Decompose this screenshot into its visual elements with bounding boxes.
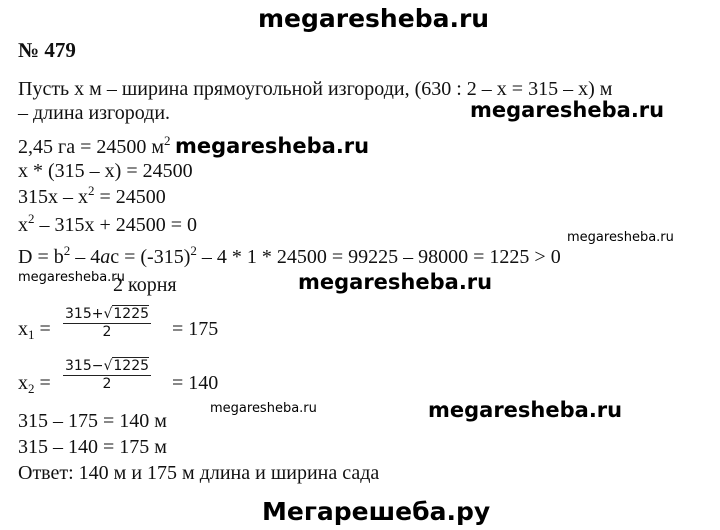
root-x1-result: = 175 [172, 318, 219, 340]
watermark-right-1: megaresheba.ru [470, 98, 665, 122]
root-x1-label: $х_1$ = [18, 318, 51, 342]
solution-line-6: $х^2 - 315х + 24500 = 0$ [18, 211, 198, 236]
solution-line-2: – длина изгороди. [18, 102, 171, 124]
root-x1-fraction [63, 306, 151, 341]
root-x2-numerator: 315−√1225 [65, 358, 150, 374]
watermark-right-2: megaresheba.ru [428, 398, 623, 422]
roots-count: 2 корня [113, 274, 177, 296]
solution-line-3: 2,45 га = 24500 $м^2$ [18, 133, 171, 158]
solution-line-5: $315х - х^2 = 24500$ [18, 183, 166, 208]
root-x1-denominator: 2 [102, 324, 112, 340]
answer-line: Ответ: 140 м и 175 м длина и ширина сада [18, 462, 380, 484]
watermark-right-small: megaresheba.ru [567, 230, 674, 245]
watermark-left-small: megaresheba.ru [18, 270, 125, 285]
watermark-mid-2: megaresheba.ru [298, 270, 493, 294]
problem-number: № 479 [18, 38, 76, 62]
root-x2-fraction [63, 358, 151, 393]
watermark-footer: Мегарешеба.ру [262, 497, 491, 526]
watermark-small-3: megaresheba.ru [210, 401, 317, 416]
solution-line-12: 315 – 140 = 175 м [18, 436, 167, 458]
watermark-mid-1: megaresheba.ru [175, 134, 370, 158]
root-x2-label: $х_2$ = [18, 372, 51, 396]
solution-line-11: 315 – 175 = 140 м [18, 410, 167, 432]
root-x2-result: = 140 [172, 372, 219, 394]
solution-line-1: Пусть х м – ширина прямоугольной изгороди, (630 : 2 – х = 315 – х) м [18, 78, 613, 100]
root-x1-numerator: 315+√1225 [65, 306, 150, 322]
solution-line-4: х * (315 – х) = 24500 [18, 160, 193, 182]
watermark-top: megaresheba.ru [258, 4, 490, 33]
root-x2-denominator: 2 [102, 376, 112, 392]
discriminant-line: $D = b^2 - 4ac = (-315)^2 - 4 * 1 * 24500 = 99225 - 98000 = 1225 > 0$ [18, 243, 561, 268]
